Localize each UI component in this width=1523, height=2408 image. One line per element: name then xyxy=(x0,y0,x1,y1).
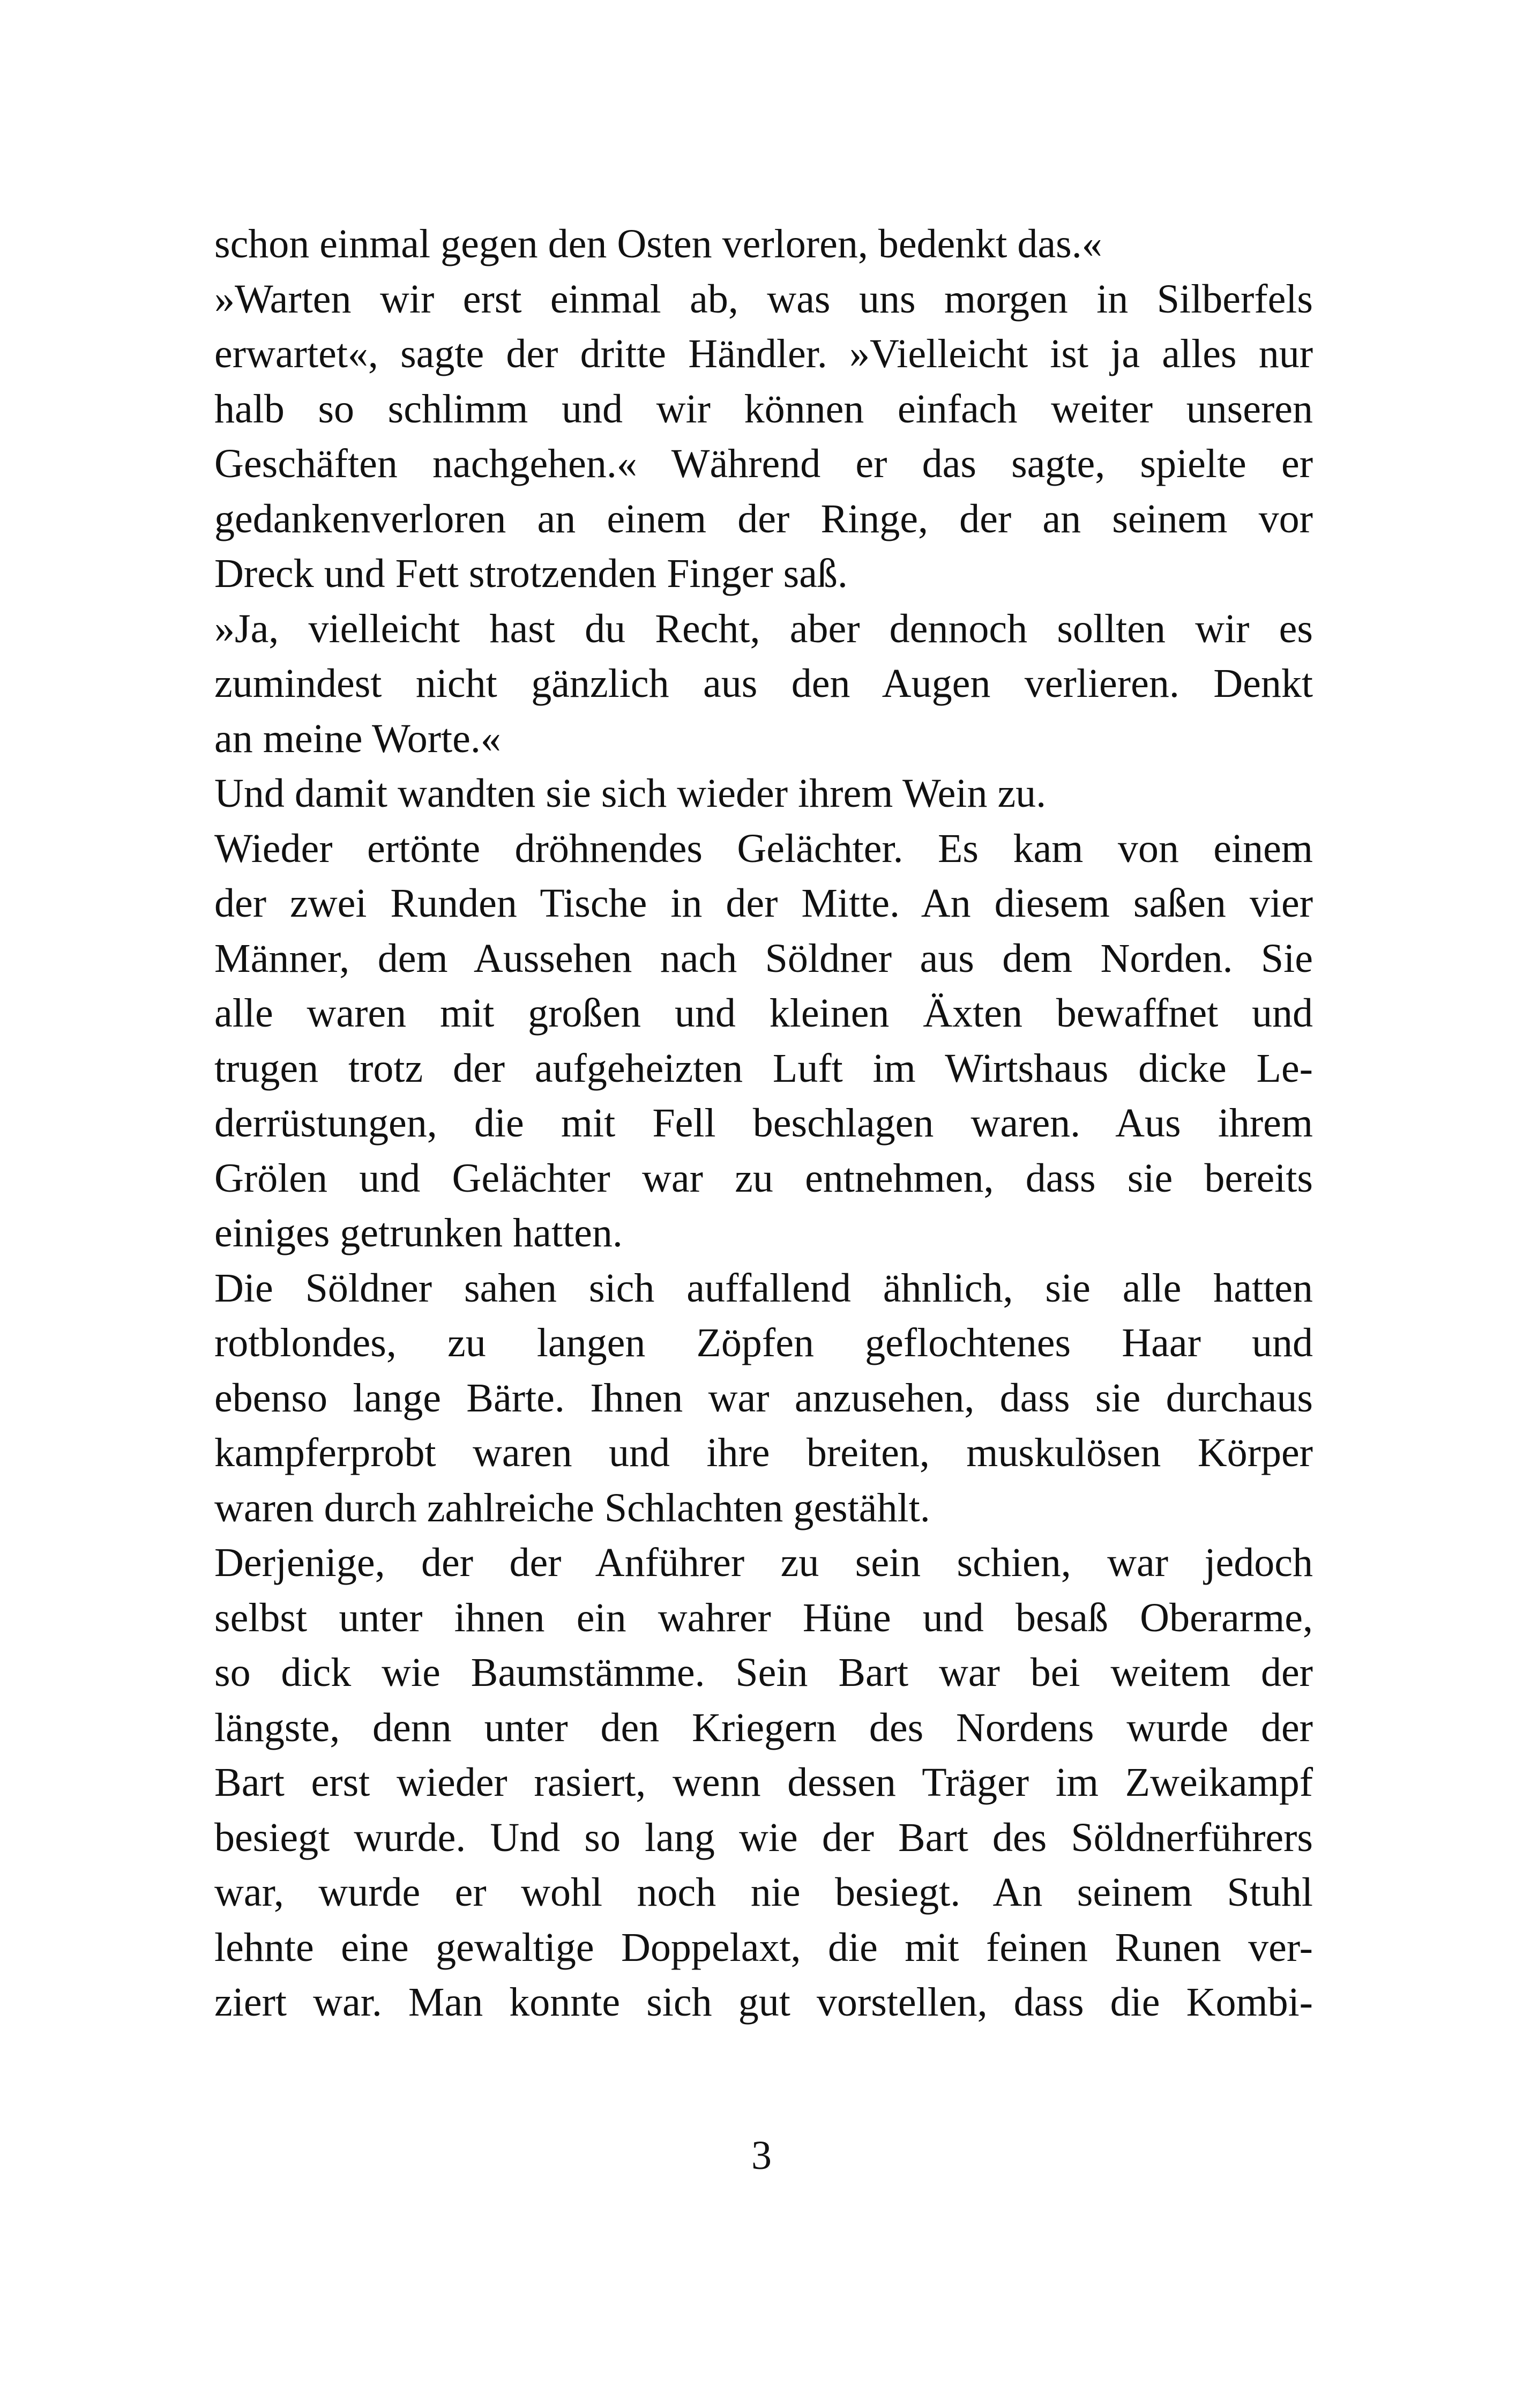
text-line: Die Söldner sahen sich auffallend ähnlich, sie alle hatten xyxy=(214,1265,1313,1311)
text-line: Bart erst wieder rasiert, wenn dessen Träger im Zweikampf xyxy=(214,1760,1313,1805)
text-line: trugen trotz der aufgeheizten Luft im Wirtshaus dicke Le- xyxy=(214,1045,1313,1091)
text-line: Geschäften nachgehen.« Während er das sagte, spielte er xyxy=(214,441,1313,486)
text-line: war, wurde er wohl noch nie besiegt. An seinem Stuhl xyxy=(214,1870,1313,1915)
text-line: waren durch zahlreiche Schlachten gestählt. xyxy=(214,1485,930,1530)
text-line: selbst unter ihnen ein wahrer Hüne und besaß Oberarme, xyxy=(214,1595,1313,1640)
text-line: »Ja, vielleicht hast du Recht, aber dennoch sollten wir es xyxy=(214,606,1313,651)
text-line: der zwei Runden Tische in der Mitte. An diesem saßen vier xyxy=(214,881,1313,926)
text-line: halb so schlimm und wir können einfach weiter unseren xyxy=(214,386,1313,432)
page-number: 3 xyxy=(751,2133,772,2178)
text-line: schon einmal gegen den Osten verloren, bedenkt das.« xyxy=(214,221,1102,266)
text-line: Derjenige, der der Anführer zu sein schien, war jedoch xyxy=(214,1540,1313,1585)
text-line: Grölen und Gelächter war zu entnehmen, dass sie bereits xyxy=(214,1155,1313,1201)
text-line: ziert war. Man konnte sich gut vorstellen, dass die Kombi- xyxy=(214,1980,1313,2025)
text-line: Dreck und Fett strotzenden Finger saß. xyxy=(214,551,848,596)
text-line: ebenso lange Bärte. Ihnen war anzusehen, dass sie durchaus xyxy=(214,1375,1313,1421)
text-line: erwartet«, sagte der dritte Händler. »Vielleicht ist ja alles nur xyxy=(214,331,1313,376)
text-line: so dick wie Baumstämme. Sein Bart war bei weitem der xyxy=(214,1650,1313,1695)
text-line: an meine Worte.« xyxy=(214,716,501,761)
text-line: einiges getrunken hatten. xyxy=(214,1210,623,1255)
text-line: rotblondes, zu langen Zöpfen geflochtenes Haar und xyxy=(214,1320,1313,1365)
text-line: lehnte eine gewaltige Doppelaxt, die mit feinen Runen ver- xyxy=(214,1924,1313,1970)
text-line: gedankenverloren an einem der Ringe, der an seinem vor xyxy=(214,496,1313,541)
text-line: zumindest nicht gänzlich aus den Augen verlieren. Denkt xyxy=(214,661,1313,706)
text-line: längste, denn unter den Kriegern des Nordens wurde der xyxy=(214,1705,1313,1750)
text-line: kampferprobt waren und ihre breiten, muskulösen Körper xyxy=(214,1430,1313,1475)
text-line: derrüstungen, die mit Fell beschlagen waren. Aus ihrem xyxy=(214,1101,1313,1146)
text-line: Wieder ertönte dröhnendes Gelächter. Es kam von einem xyxy=(214,826,1313,871)
text-line: Männer, dem Aussehen nach Söldner aus dem Norden. Sie xyxy=(214,935,1313,981)
text-line: »Warten wir erst einmal ab, was uns morgen in Silberfels xyxy=(214,276,1313,322)
text-line: alle waren mit großen und kleinen Äxten bewaffnet und xyxy=(214,991,1313,1036)
text-line: Und damit wandten sie sich wieder ihrem Wein zu. xyxy=(214,771,1047,816)
text-line: besiegt wurde. Und so lang wie der Bart des Söldnerführers xyxy=(214,1815,1313,1860)
body-text xyxy=(214,217,1313,2030)
